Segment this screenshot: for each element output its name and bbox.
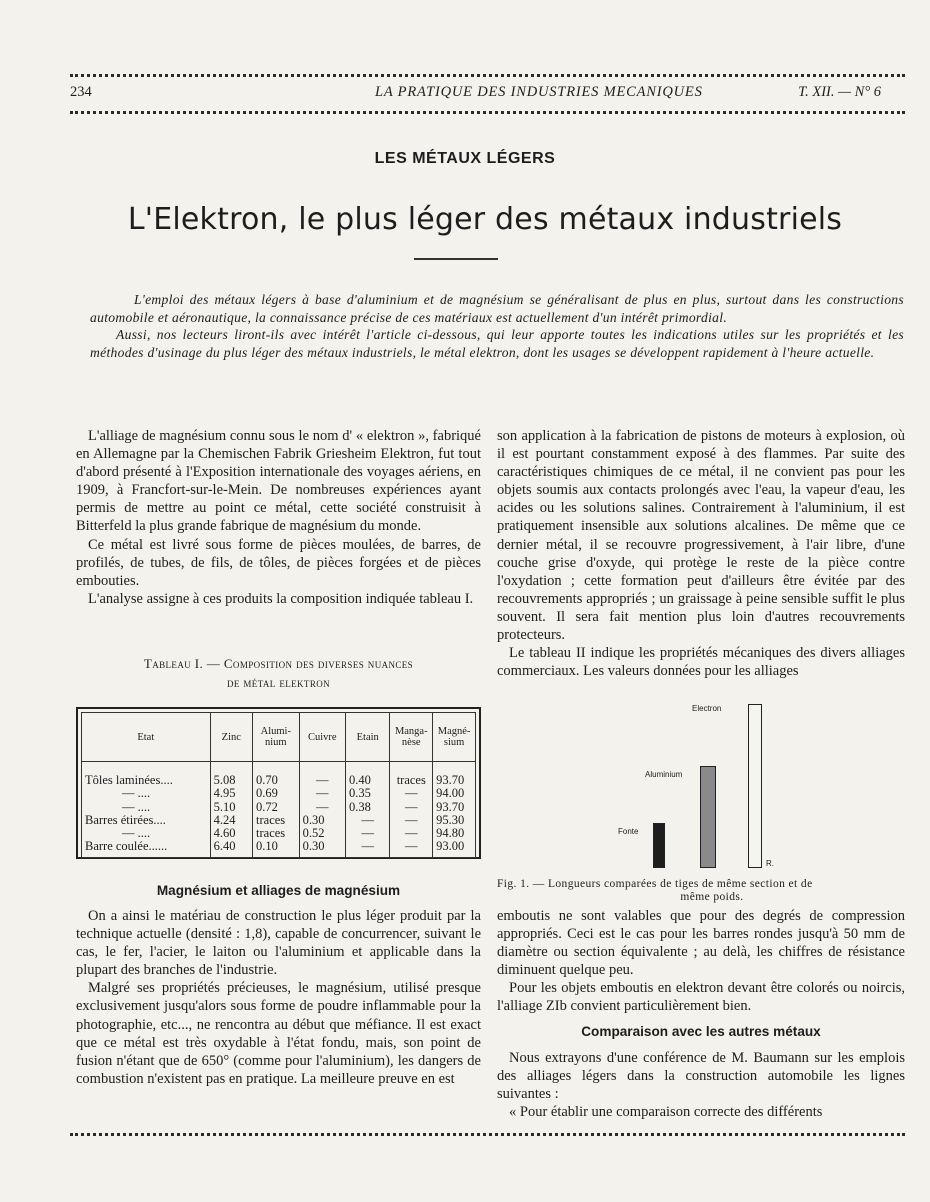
intro-paragraph: Aussi, nos lecteurs liront-ils avec intérêt l'article ci-dessous, qui leur apporte toutes les indications utiles sur les propriétés et les méthodes d'usinage du plus léger des métaux industriels, le métal elektron, dont les usages se développent rapidement à l'heure actuelle.: [90, 327, 904, 360]
table-cell: —: [346, 814, 390, 827]
table-cell: traces: [253, 814, 300, 827]
table-cell: — ....: [82, 801, 211, 814]
table-cell: —: [390, 787, 433, 800]
subsection-heading: Comparaison avec les autres métaux: [581, 1024, 821, 1039]
column-header: Cuivre: [299, 713, 345, 762]
table-cell: 5.08: [210, 762, 252, 788]
title-rule: [414, 258, 498, 260]
column-header: Alumi-nium: [253, 713, 300, 762]
table-cell: Barres étirées....: [82, 814, 211, 827]
table-cell: 0.35: [346, 787, 390, 800]
table-cell: 6.40: [210, 840, 252, 857]
table-cell: —: [390, 801, 433, 814]
comparison-figure: [590, 700, 790, 872]
fonte-bar: [653, 823, 665, 868]
body-paragraph: Le tableau II indique les propriétés mécaniques des divers alliages commerciaux. Les valeurs données pour les alliages: [497, 645, 905, 680]
table-cell: 95.30: [433, 814, 476, 827]
table-cell: —: [299, 801, 345, 814]
table-cell: 0.70: [253, 762, 300, 788]
table-cell: 0.30: [299, 814, 345, 827]
body-paragraph: Ce métal est livré sous forme de pièces moulées, de barres, de profilés, de tubes, de fils, de tôles, de pièces forgées et de pièces embouties.: [76, 536, 481, 589]
section-title: LES MÉTAUX LÉGERS: [374, 150, 556, 167]
table-cell: 0.52: [299, 827, 345, 840]
electron-label: Electron: [692, 704, 722, 713]
table-cell: —: [346, 827, 390, 840]
table-caption-line: de métal elektron: [226, 675, 331, 690]
table-cell: 0.72: [253, 801, 300, 814]
table-cell: 94.00: [433, 787, 476, 800]
composition-table: [76, 707, 481, 859]
table-cell: —: [390, 840, 433, 857]
table-cell: — ....: [82, 827, 211, 840]
table-cell: traces: [390, 762, 433, 788]
table-cell: — ....: [82, 787, 211, 800]
electron-bar: [748, 704, 762, 868]
volume-number: T. XII. — N° 6: [798, 84, 881, 100]
table-row: [82, 814, 476, 827]
table-cell: —: [346, 840, 390, 857]
table-cell: 0.10: [253, 840, 300, 857]
table-cell: 0.69: [253, 787, 300, 800]
body-paragraph: L'alliage de magnésium connu sous le nom d' « elektron », fabriqué en Allemagne par la Chemischen Fabrik Griesheim Elektron, fut tout d'abord présenté à l'Exposition internationale des voyages aériens, en 1909, à Francfort-sur-le-Mein. De nombreuses expériences ayant permis de mettre au point ce métal, cette société construisit à Bitterfeld la plus grande fabrique de magnésium du monde.: [76, 428, 481, 535]
table-cell: traces: [253, 827, 300, 840]
right-column-end: [497, 1049, 905, 1121]
table-row: [82, 827, 476, 840]
figure-caption-line: même poids.: [680, 890, 744, 903]
journal-title: LA PRATIQUE DES INDUSTRIES MECANIQUES: [375, 84, 703, 100]
left-column-bottom: [76, 907, 481, 1088]
body-paragraph: Pour les objets emboutis en elektron devant être colorés ou noircis, l'alliage ZIb convient particulièrement bien.: [497, 980, 905, 1015]
small-mark-label: R.: [766, 859, 774, 868]
table-cell: 4.60: [210, 827, 252, 840]
figure-caption-line: Fig. 1. — Longueurs comparées de tiges de même section et de: [497, 878, 813, 890]
table-cell: 5.10: [210, 801, 252, 814]
article-intro: [90, 291, 904, 361]
page-number: 234: [70, 84, 92, 100]
table-cell: 0.38: [346, 801, 390, 814]
body-paragraph: L'analyse assigne à ces produits la composition indiquée tableau I.: [88, 590, 474, 607]
body-paragraph: son application à la fabrication de pistons de moteurs à explosion, où il est pourtant constamment exposé à des flammes. Par suite des caractéristiques chimiques de ce métal, il ne convient pas pour les objets soumis aux contacts prolongés avec l'eau, la vapeur d'eau, les acides ou les solutions salines. Contrairement à l'aluminium, il est pratiquement insensible aux solutions alcalines. De même que ce dernier métal, il se recouvre progressivement, à l'air libre, d'une couche grise d'oxyde, qui protège le reste de la pièce contre l'oxydation ; cette formation peut d'ailleurs être évitée par des recouvrements appropriés ; un graissage à peine sensible suffit le plus souvent. Il sera fait mention plus loin d'autres recouvrements protecteurs.: [497, 428, 905, 644]
body-paragraph: Nous extrayons d'une conférence de M. Baumann sur les emplois des alliages légers dans la construction automobile les lignes suivantes :: [497, 1050, 905, 1103]
body-paragraph: Malgré ses propriétés précieuses, le magnésium, utilisé presque exclusivement jusqu'alors sous forme de poudre inflammable pour la photographie, etc..., ne rencontra au début que méfiance. Il est exact que ce métal est très oxydable à l'état fondu, mais, son point de fusion n'étant que de 650° (comme pour l'aluminium), les dangers de combustion n'existent pas en pratique. La meilleure preuve en est: [76, 980, 481, 1087]
table-cell: 0.30: [299, 840, 345, 857]
column-header: Zinc: [210, 713, 252, 762]
header-dotted-rule: [70, 111, 905, 114]
table-row: [82, 787, 476, 800]
top-dotted-rule: [70, 74, 905, 77]
right-column-top: [497, 427, 905, 680]
body-paragraph: « Pour établir une comparaison correcte des différents: [509, 1104, 823, 1121]
table-cell: 93.70: [433, 801, 476, 814]
table-cell: —: [390, 814, 433, 827]
figure-caption: [497, 878, 905, 903]
aluminium-bar: [700, 766, 716, 868]
table-cell: 0.40: [346, 762, 390, 788]
column-header: Magné-sium: [433, 713, 476, 762]
table-cell: 93.00: [433, 840, 476, 857]
fonte-label: Fonte: [618, 827, 639, 836]
column-header: Etat: [82, 713, 211, 762]
body-paragraph: emboutis ne sont valables que pour des degrés de compression appropriés. Ceci est le cas pour les barres rondes jusqu'à 50 mm de diamètre ou section équivalente ; au delà, les chiffres de résistance diminuent quelque peu.: [497, 908, 905, 979]
table-cell: Tôles laminées....: [82, 762, 211, 788]
table-caption-line: Tableau I. — Composition des diverses nuances: [143, 656, 414, 671]
table-cell: —: [299, 787, 345, 800]
table-cell: 94.80: [433, 827, 476, 840]
table-cell: —: [299, 762, 345, 788]
running-header: [70, 84, 905, 106]
intro-paragraph: L'emploi des métaux légers à base d'aluminium et de magnésium se généralisant de plus en plus, surtout dans les constructions automobile et aéronautique, la connaissance précise de ces matériaux est actuellement d'un intérêt primordial.: [90, 292, 904, 325]
left-column-top: [76, 427, 481, 608]
table-cell: —: [390, 827, 433, 840]
table-cell: 4.24: [210, 814, 252, 827]
subsection-heading: Magnésium et alliages de magnésium: [156, 883, 401, 898]
table-cell: Barre coulée......: [82, 840, 211, 857]
bottom-dotted-rule: [70, 1133, 905, 1136]
table-row: [82, 801, 476, 814]
table-row: [82, 840, 476, 857]
right-column-bottom: [497, 907, 905, 1016]
aluminium-label: Aluminium: [645, 770, 683, 779]
table-cell: 93.70: [433, 762, 476, 788]
column-header: Manga-nèse: [390, 713, 433, 762]
table-cell: 4.95: [210, 787, 252, 800]
article-title: L'Elektron, le plus léger des métaux industriels: [127, 202, 843, 237]
body-paragraph: On a ainsi le matériau de construction le plus léger produit par la technique actuelle (densité : 1,8), capable de concurrencer, suivant le cas, le fer, l'acier, le laiton ou l'aluminium et applicable dans la plupart des branches de l'industrie.: [76, 908, 481, 979]
table-caption: [76, 654, 481, 692]
column-header: Etain: [346, 713, 390, 762]
table-row: [82, 762, 476, 788]
